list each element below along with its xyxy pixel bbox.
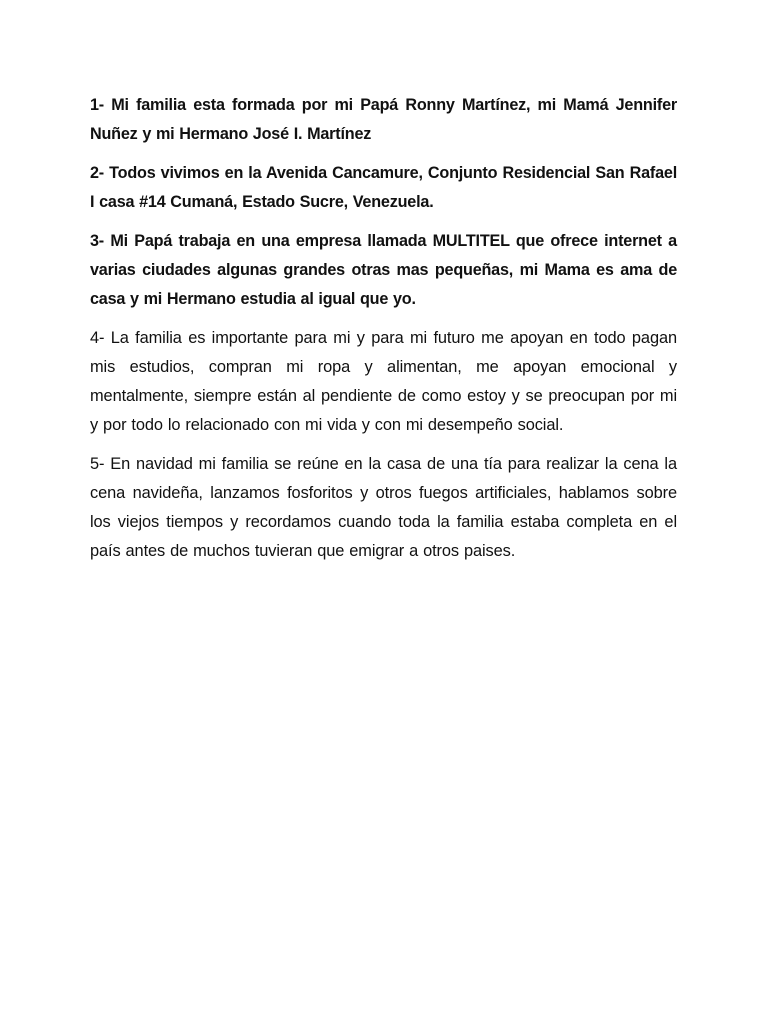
paragraph-2-address: 2- Todos vivimos en la Avenida Cancamure, Conjunto Residencial San Rafael I casa #14 Cumaná, Estado Sucre, Venezuela. [90,164,677,211]
paragraph-1-family-members: 1- Mi familia esta formada por mi Papá Ronny Martínez, mi Mamá Jennifer Nuñez y mi Hermano José I. Martínez [90,96,677,143]
paragraph-5-christmas: 5- En navidad mi familia se reúne en la casa de una tía para realizar la cena la cena navideña, lanzamos fosforitos y otros fuegos artificiales, hablamos sobre los viejos tiempos y recordamos cuando toda la familia estaba completa en el país antes de muchos tuvieran que emigrar a otros paises. [90,455,677,560]
paragraph-3-occupations: 3- Mi Papá trabaja en una empresa llamada MULTITEL que ofrece internet a varias ciudades algunas grandes otras mas pequeñas, mi Mama es ama de casa y mi Hermano estudia al igual que yo. [90,232,677,308]
document-body [90,91,677,576]
paragraph-4-family-importance: 4- La familia es importante para mi y para mi futuro me apoyan en todo pagan mis estudios, compran mi ropa y alimentan, me apoyan emocional y mentalmente, siempre están al pendiente de como estoy y se preocupan por mi y por todo lo relacionado con mi vida y con mi desempeño social. [90,329,677,434]
